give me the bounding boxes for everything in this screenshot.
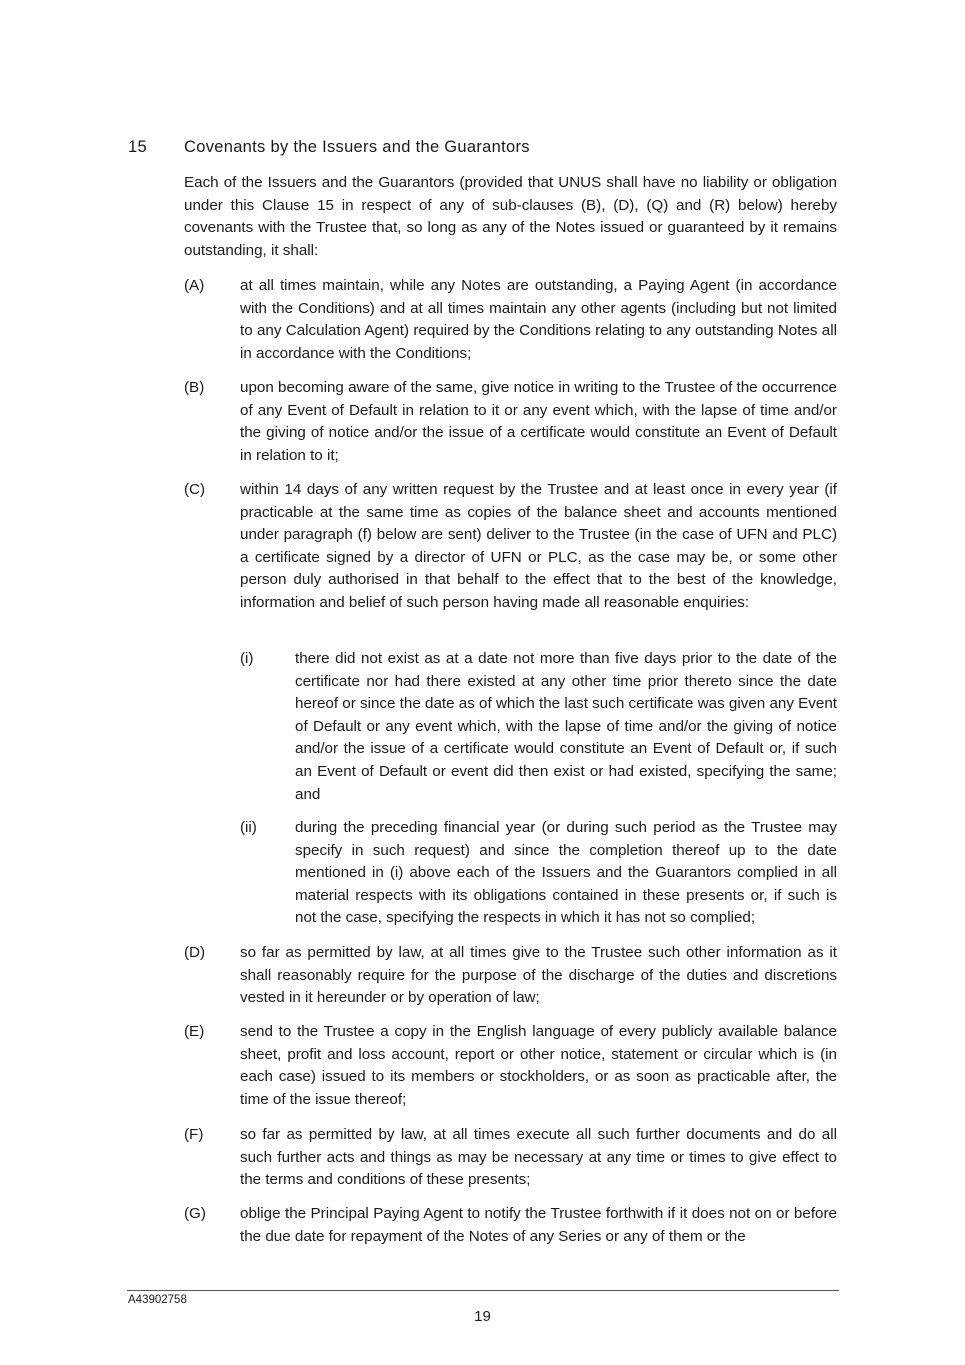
item-label: (B) [184, 379, 205, 396]
document-reference: A43902758 [128, 1294, 187, 1306]
item-text: send to the Trustee a copy in the English language of every publicly available balance sheet, profit and loss account, report or other notice, statement or circular which is (in each case) issued to its members or stockholders, or as soon as practicable after, the time of the issue thereof; [240, 1023, 837, 1108]
item-label: (A) [184, 277, 205, 294]
subitem-text: there did not exist as at a date not more than five days prior to the date of the certificate nor had there existed at any other time prior thereto since the date hereof or since the date as of which the last such certificate was given any Event of Default or any event which, with the lapse of time and/or the giving of notice and/or the issue of a certificate would constitute an Event of Default or, if such an Event of Default or event did then exist or had existed, specifying the same; and [295, 650, 837, 803]
page-number: 19 [474, 1308, 491, 1325]
item-text: so far as permitted by law, at all times execute all such further documents and do all such further acts and things as may be necessary at any time or times to give effect to the terms and conditions of these presents; [240, 1126, 837, 1189]
clause-title: Covenants by the Issuers and the Guarantors [184, 138, 530, 156]
item-text: within 14 days of any written request by the Trustee and at least once in every year (if practicable at the same time as copies of the balance sheet and accounts mentioned under paragraph (f) below are sent) deliver to the Trustee (in the case of UFN and PLC) a certificate signed by a director of UFN or PLC, as the case may be, or some other person duly authorised in that behalf to the effect that to the best of the knowledge, information and belief of such person having made all reasonable enquiries: [240, 481, 837, 611]
item-label: (D) [184, 944, 206, 961]
list-item [184, 1203, 837, 1248]
item-label: (C) [184, 481, 206, 498]
clause-intro: Each of the Issuers and the Guarantors (provided that UNUS shall have no liability or obligation under this Clause 15 in respect of any of sub-clauses (B), (D), (Q) and (R) below) hereby covenants with the Trustee that, so long as any of the Notes issued or guaranteed by it remains outstanding, it shall: [184, 174, 837, 259]
list-item [184, 1021, 837, 1111]
subitem-text: during the preceding financial year (or during such period as the Trustee may specify in such request) and since the completion thereof up to the date mentioned in (i) above each of the Issuers and the Guarantors complied in all material respects with its obligations contained in these presents or, if such is not the case, specifying the respects in which it has not so complied; [295, 819, 837, 927]
subitem-label: (i) [240, 650, 254, 667]
item-text: oblige the Principal Paying Agent to notify the Trustee forthwith if it does not on or before the due date for repayment of the Notes of any Series or any of them or the [240, 1205, 837, 1245]
list-item [184, 275, 837, 365]
clause-number: 15 [128, 138, 147, 156]
sub-list-item [240, 817, 837, 930]
item-text: upon becoming aware of the same, give notice in writing to the Trustee of the occurrence of any Event of Default in relation to it or any event which, with the lapse of time and/or the giving of notice and/or the issue of a certificate would constitute an Event of Default in relation to it; [240, 379, 837, 464]
list-item [184, 377, 837, 467]
subitem-label: (ii) [240, 819, 257, 836]
sub-list-item [240, 648, 837, 806]
footer-divider [127, 1290, 839, 1291]
list-item [184, 1124, 837, 1192]
item-label: (E) [184, 1023, 205, 1040]
item-label: (G) [184, 1205, 206, 1222]
item-text: at all times maintain, while any Notes are outstanding, a Paying Agent (in accordance with the Conditions) and at all times maintain any other agents (including but not limited to any Calculation Agent) required by the Conditions relating to any outstanding Notes all in accordance with the Conditions; [240, 277, 837, 362]
list-item [184, 479, 837, 615]
item-text: so far as permitted by law, at all times give to the Trustee such other information as it shall reasonably require for the purpose of the discharge of the duties and discretions vested in it hereunder or by operation of law; [240, 944, 837, 1007]
item-label: (F) [184, 1126, 204, 1143]
list-item [184, 942, 837, 1010]
